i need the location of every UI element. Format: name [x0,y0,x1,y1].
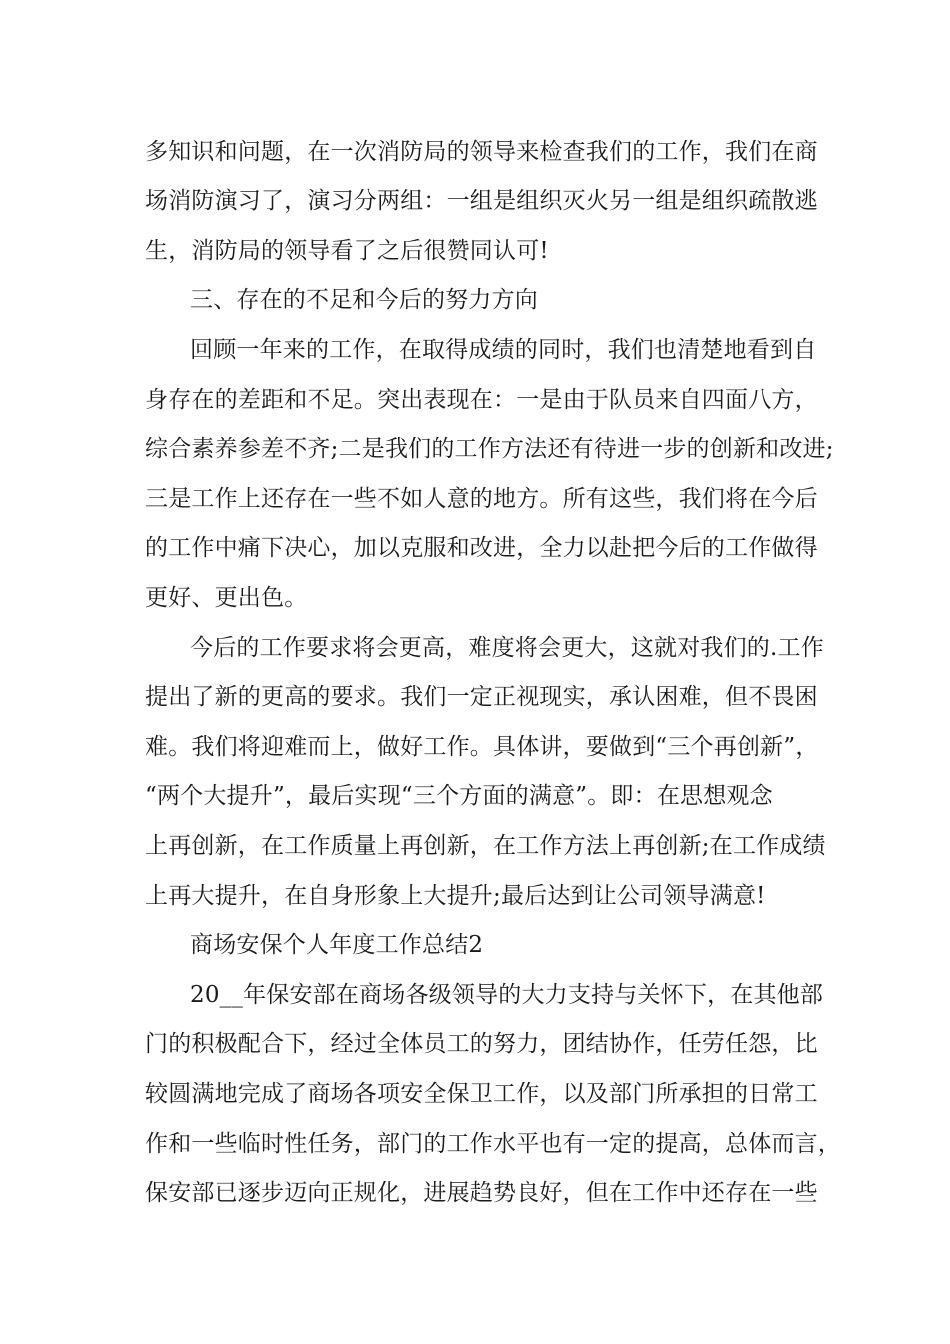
section-title: 商场安保个人年度工作总结2 [190,932,484,958]
text-line: 20__年保安部在商场各级领导的大力支持与关怀下，在其他部 [190,982,824,1008]
text-line: 多知识和问题，在一次消防局的领导来检查我们的工作，我们在商 [145,139,818,165]
text-line: 难。我们将迎难而上，做好工作。具体讲，要做到“三个再创新”， [145,734,819,760]
text-line: 门的积极配合下，经过全体员工的努力，团结协作，任劳任怨，比 [145,1031,818,1057]
text-line: 综合素养参差不齐;二是我们的工作方法还有待进一步的创新和改进; [145,436,834,462]
text-line: 作和一些临时性任务，部门的工作水平也有一定的提高，总体而言， [145,1131,841,1157]
text-line: 保安部已逐步迈向正规化，进展趋势良好，但在工作中还存在一些 [145,1180,818,1206]
text-line: 身存在的差距和不足。突出表现在：一是由于队员来自四面八方， [145,387,818,413]
text-line: 生，消防局的领导看了之后很赞同认可! [145,238,549,264]
text-line: 上再大提升，在自身形象上大提升;最后达到让公司领导满意! [145,883,766,909]
text-line: 今后的工作要求将会更高，难度将会更大，这就对我们的.工作 [190,635,824,661]
section-heading: 三、存在的不足和今后的努力方向 [190,287,538,313]
text-line: 三是工作上还存在一些不如人意的地方。所有这些，我们将在今后 [145,486,818,512]
text-line: 回顾一年来的工作，在取得成绩的同时，我们也清楚地看到自 [190,337,817,363]
text-line: 上再创新，在工作质量上再创新，在工作方法上再创新;在工作成绩 [145,833,826,859]
text-line: 场消防演习了，演习分两组：一组是组织灭火另一组是组织疏散逃 [145,188,818,214]
text-line: 提出了新的更高的要求。我们一定正视现实，承认困难，但不畏困 [145,684,818,710]
text-line: 更好、更出色。 [145,585,308,611]
text-line: 的工作中痛下决心，加以克服和改进，全力以赴把今后的工作做得 [145,535,818,561]
text-line: “两个大提升”，最后实现“三个方面的满意”。即：在思想观念 [145,783,773,809]
text-line: 较圆满地完成了商场各项安全保卫工作，以及部门所承担的日常工 [145,1081,818,1107]
